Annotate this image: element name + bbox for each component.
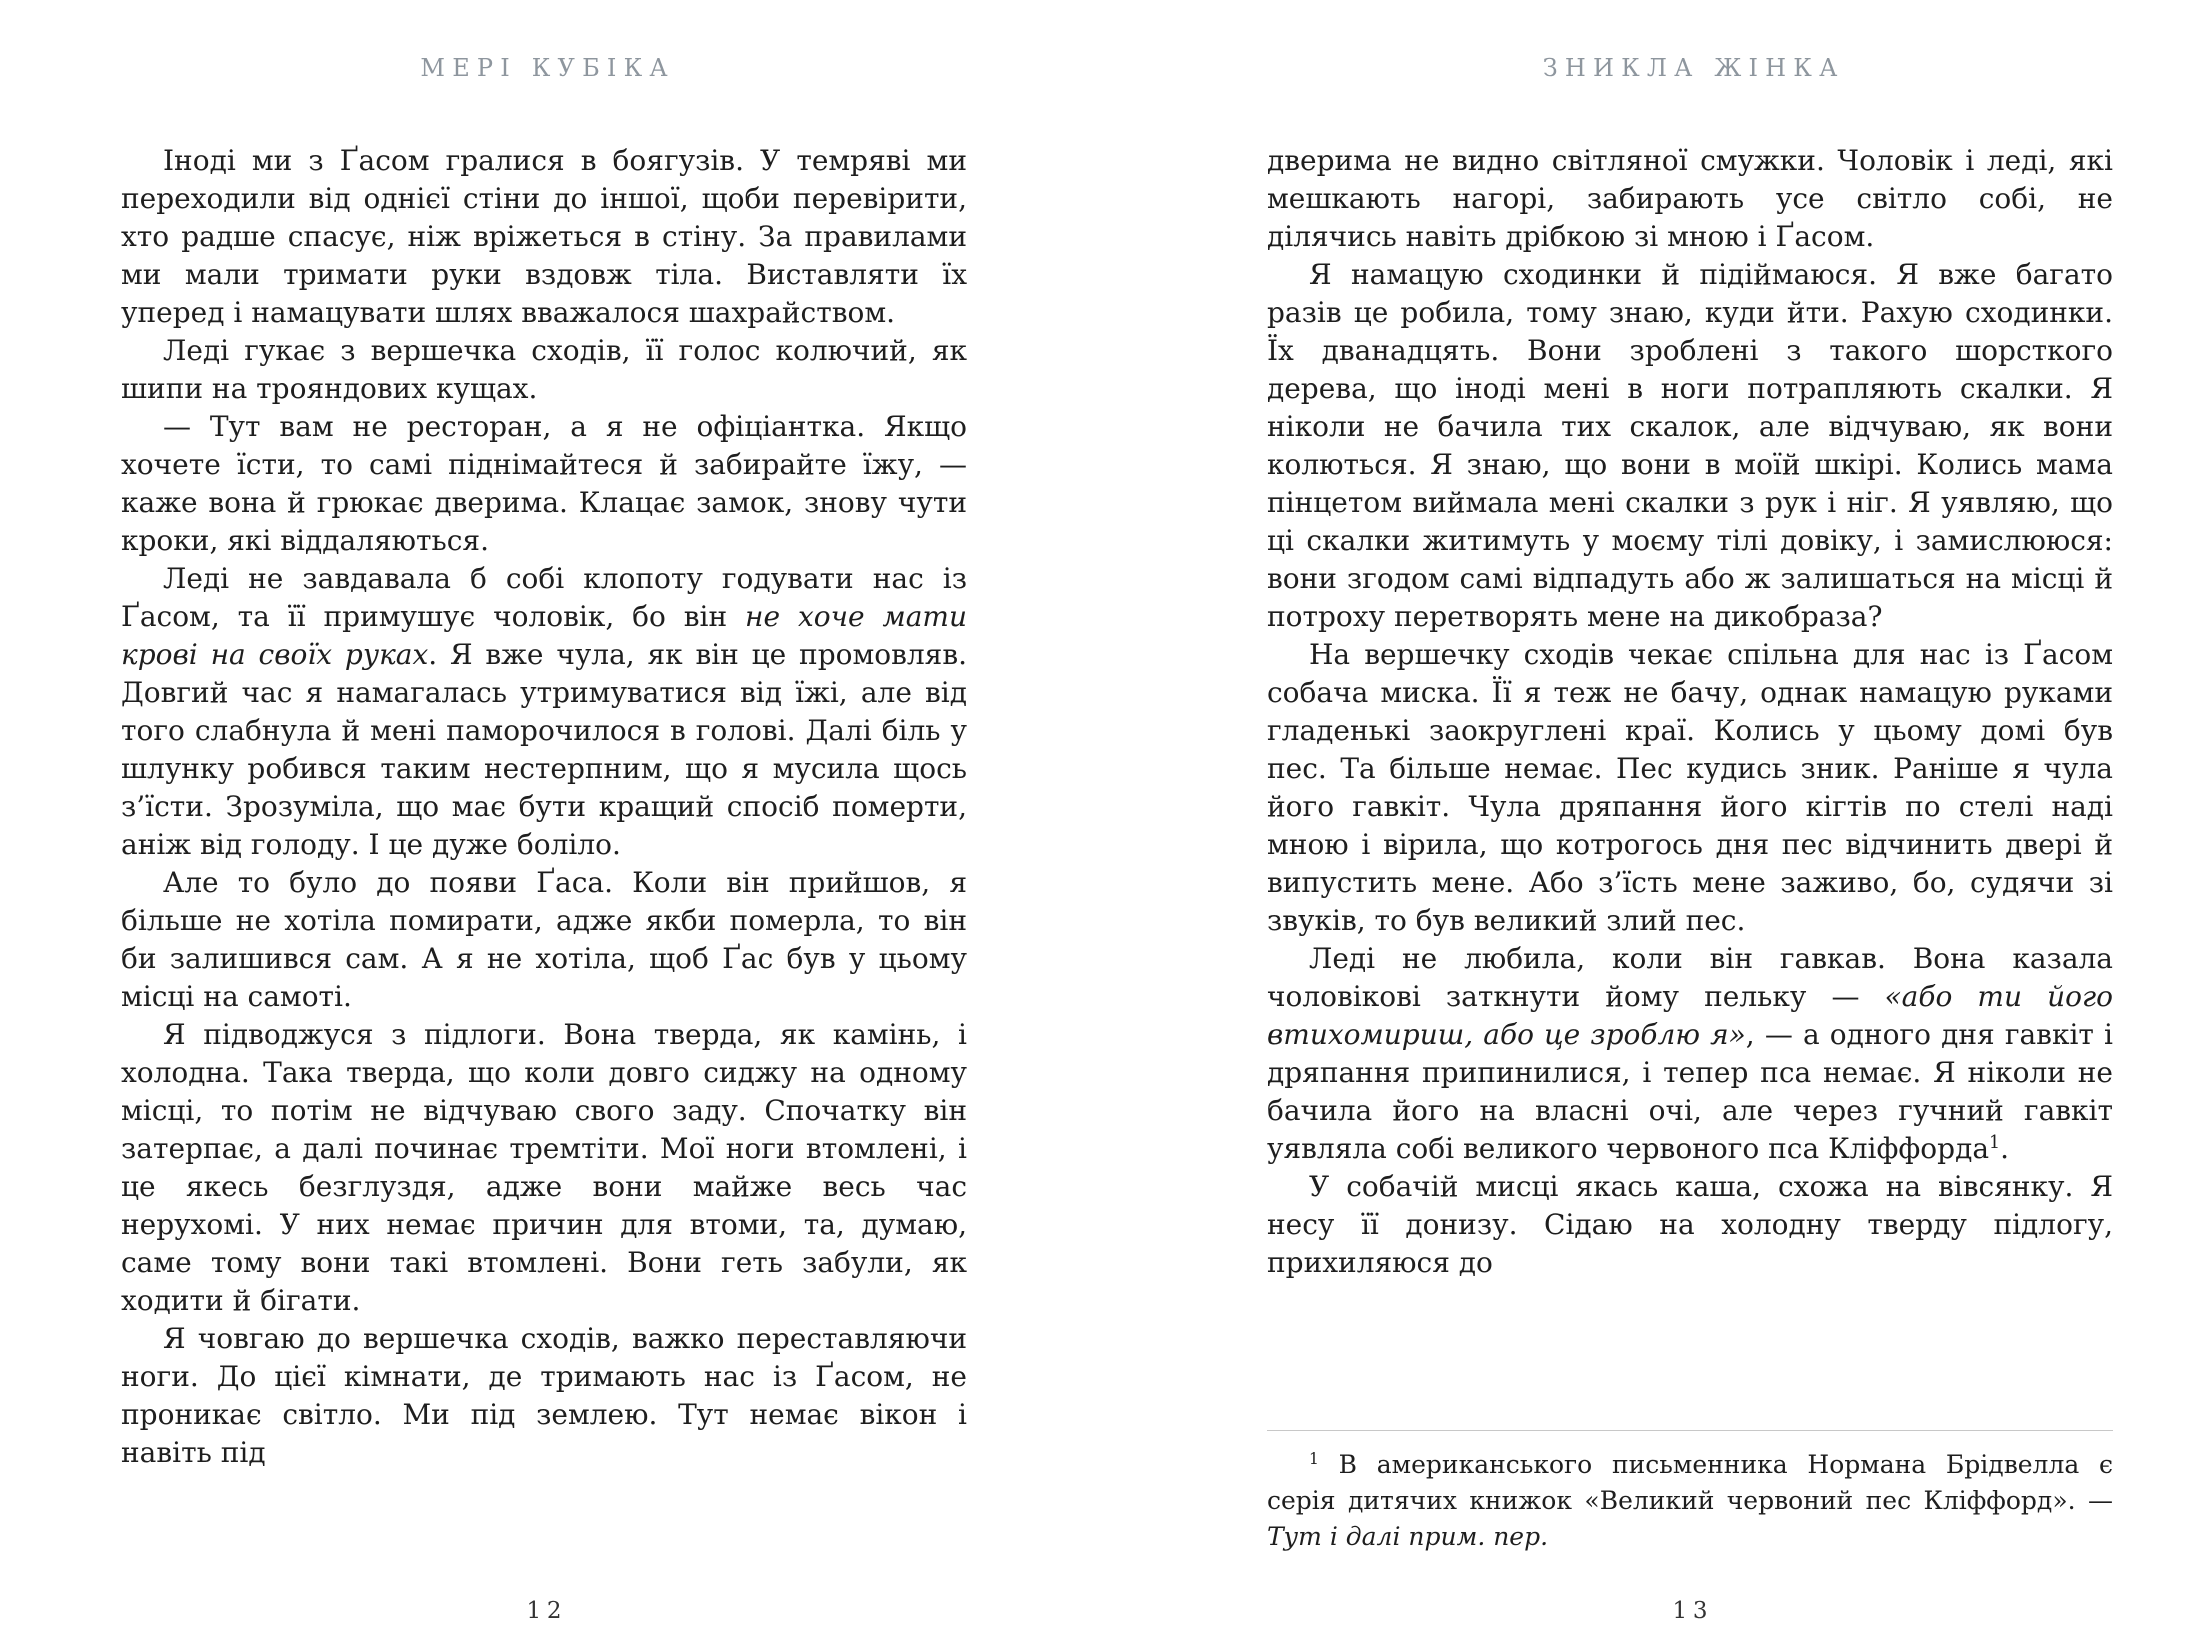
body-text: . Я вже чула, як він це промовляв. Довгий час я намагалась утримуватися від їжі, але від того слабнула й мені паморочилося в голові. Далі біль у шлунку робився таким нестерпним, що я мусила щось з’їсти. Зрозуміла, що має бути кращий спосіб померти, аніж від голоду. І це дуже боліло.: [121, 638, 967, 861]
paragraph: [121, 1016, 967, 1320]
body-text: Я намацую сходинки й підіймаюся. Я вже багато разів це робила, тому знаю, куди йти. Рахую сходинки. Їх дванадцять. Вони зроблені з такого шорсткого дерева, що іноді мені в ноги потрапляють скалки. Я ніколи не бачила тих скалок, але відчуваю, як вони колються. Я знаю, що вони в моїй шкірі. Колись мама пінцетом виймала мені скалки з рук і ніг. Я уявляю, що ці скалки житимуть у моєму тілі довіку, і замислююся: вони згодом самі відпадуть або ж залишаться на місці й потроху перетворять мене на дикобраза?: [1267, 258, 2113, 633]
paragraph: [1267, 256, 2113, 636]
running-header-title: ЗНИКЛА ЖІНКА: [1542, 54, 1845, 82]
italic-text: Тут і далі прим. пер.: [1267, 1522, 1549, 1551]
body-text: Іноді ми з Ґасом гралися в боягузів. У темряві ми переходили від однієї стіни до іншої, щоби перевірити, хто радше спасує, ніж вріжеться в стіну. За правилами ми мали тримати руки вздовж тіла. Виставляти їх уперед і намацувати шлях вважалося шахрайством.: [121, 144, 967, 329]
body-text: Леді гукає з вершечка сходів, її голос колючий, як шипи на трояндових кущах.: [121, 334, 967, 405]
paragraph: [1267, 142, 2113, 256]
body-text: На вершечку сходів чекає спільна для нас із Ґасом собача миска. Її я теж не бачу, однак намацую руками гладенькі заокруглені краї. Колись у цьому домі був пес. Та більше немає. Пес кудись зник. Раніше я чула його гавкіт. Чула дряпання його кігтів по стелі наді мною і вірила, що котрогось дня пес відчинить двері й випустить мене. Або з’їсть мене заживо, бо, судячи зі звуків, то був великий злий пес.: [1267, 638, 2113, 937]
paragraph: [121, 560, 967, 864]
body-text: Я човгаю до вершечка сходів, важко переставляючи ноги. До цієї кімнати, де тримають нас із Ґасом, не проникає світло. Ми під землею. Тут немає вікон і навіть під: [121, 1322, 967, 1469]
body-text: дверима не видно світляної смужки. Чоловік і леді, які мешкають нагорі, забирають усе світло собі, не ділячись навіть дрібкою зі мною і Ґасом.: [1267, 144, 2113, 253]
text-block-left: [121, 142, 967, 1555]
body-text: У собачій мисці якась каша, схожа на вівсянку. Я несу її донизу. Сідаю на холодну тверду підлогу, прихиляюся до: [1267, 1170, 2113, 1279]
paragraph: [121, 408, 967, 560]
paragraph: [1267, 940, 2113, 1168]
running-header-author: МЕРІ КУБІКА: [420, 54, 675, 82]
footnote-text: [1267, 1447, 2113, 1555]
footnote-reference: 1: [1309, 1450, 1319, 1469]
paragraph: [121, 332, 967, 408]
paragraph: [121, 142, 967, 332]
body-text: Леді не завдавала б собі клопоту годувати нас із Ґасом, та її примушує чоловік, бо він: [121, 562, 967, 633]
page-number-right: 13: [1672, 1598, 1714, 1624]
page-right: [1267, 0, 2113, 1650]
paragraph: [121, 1320, 967, 1472]
body-text: В американського письменника Нормана Брідвелла є серія дитячих книжок «Великий червоний пес Кліффорд». —: [1267, 1450, 2113, 1515]
paragraph: [1267, 1168, 2113, 1282]
body-text: Але то було до появи Ґаса. Коли він прийшов, я більше не хотіла помирати, адже якби померла, то він би залишився сам. А я не хотіла, щоб Ґас був у цьому місці на самоті.: [121, 866, 967, 1013]
body-text: Я підводжуся з підлоги. Вона тверда, як камінь, і холодна. Така тверда, що коли довго сиджу на одному місці, то потім не відчуваю свого заду. Спочатку він затерпає, а далі починає тремтіти. Мої ноги втомлені, і це якесь безглуздя, адже вони майже весь час нерухомі. У них немає причин для втоми, та, думаю, саме тому вони такі втомлені. Вони геть забули, як ходити й бігати.: [121, 1018, 967, 1317]
page-left: [121, 0, 967, 1650]
body-text: Леді не любила, коли він гавкав. Вона казала чоловікові заткнути йому пельку —: [1267, 942, 2113, 1013]
italic-text: не хоче мати крові на своїх руках: [121, 600, 967, 671]
paragraph: [1267, 636, 2113, 940]
body-text: .: [2000, 1132, 2009, 1165]
page-number-left: 12: [526, 1598, 568, 1624]
paragraph: [121, 864, 967, 1016]
text-block-right: [1267, 142, 2113, 1555]
footnote-rule: [1267, 1430, 2113, 1431]
body-text: , — а одного дня гавкіт і дряпання припинилися, і тепер пса немає. Я ніколи не бачила його на власні очі, але через гучний гавкіт уявляла собі великого червоного пса Кліффорда: [1267, 1018, 2113, 1165]
italic-text: «або ти його втихомириш, або це зроблю я»: [1267, 980, 2113, 1051]
footnote: [1267, 1408, 2113, 1555]
body-text: — Тут вам не ресторан, а я не офіціантка. Якщо хочете їсти, то самі піднімайтеся й забирайте їжу, — каже вона й грюкає дверима. Клацає замок, знову чути кроки, які віддаляються.: [121, 410, 967, 557]
footnote-reference: 1: [1989, 1133, 2001, 1154]
